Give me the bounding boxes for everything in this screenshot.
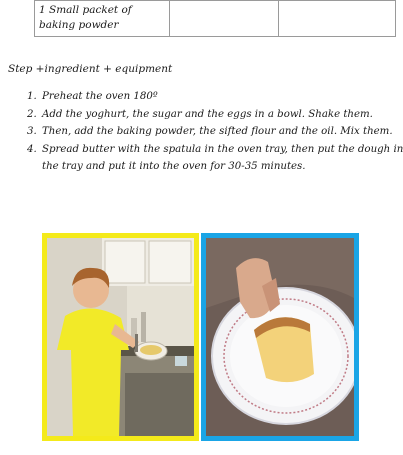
ingredients-table <box>34 0 396 37</box>
ingredient-cell: 1 Small packet of baking powder <box>35 1 170 37</box>
kitchen-scene-illustration <box>47 238 194 436</box>
child-mixing-bowl-photo <box>42 233 199 441</box>
plate-scene-illustration <box>206 238 354 436</box>
list-item: 2. Add the yoghurt, the sugar and the eggs in a bowl. Shake them. <box>40 106 403 124</box>
steps-list <box>22 88 403 176</box>
table-cell-empty <box>170 1 279 37</box>
list-item: 1. Preheat the oven 180º <box>40 88 403 106</box>
cake-slice-on-plate-photo <box>201 233 359 441</box>
section-heading: Step +ingredient + equipment <box>8 63 173 75</box>
ingredients-table-grid <box>34 0 396 37</box>
table-row <box>35 1 396 37</box>
table-cell-empty <box>279 1 396 37</box>
photo-gallery <box>42 233 360 441</box>
list-item: 3. Then, add the baking powder, the sifted flour and the oil. Mix them. <box>40 123 403 141</box>
list-item: 4. Spread butter with the spatula in the oven tray, then put the dough in the tray and put it into the oven for 30-35 minutes. <box>40 141 403 176</box>
